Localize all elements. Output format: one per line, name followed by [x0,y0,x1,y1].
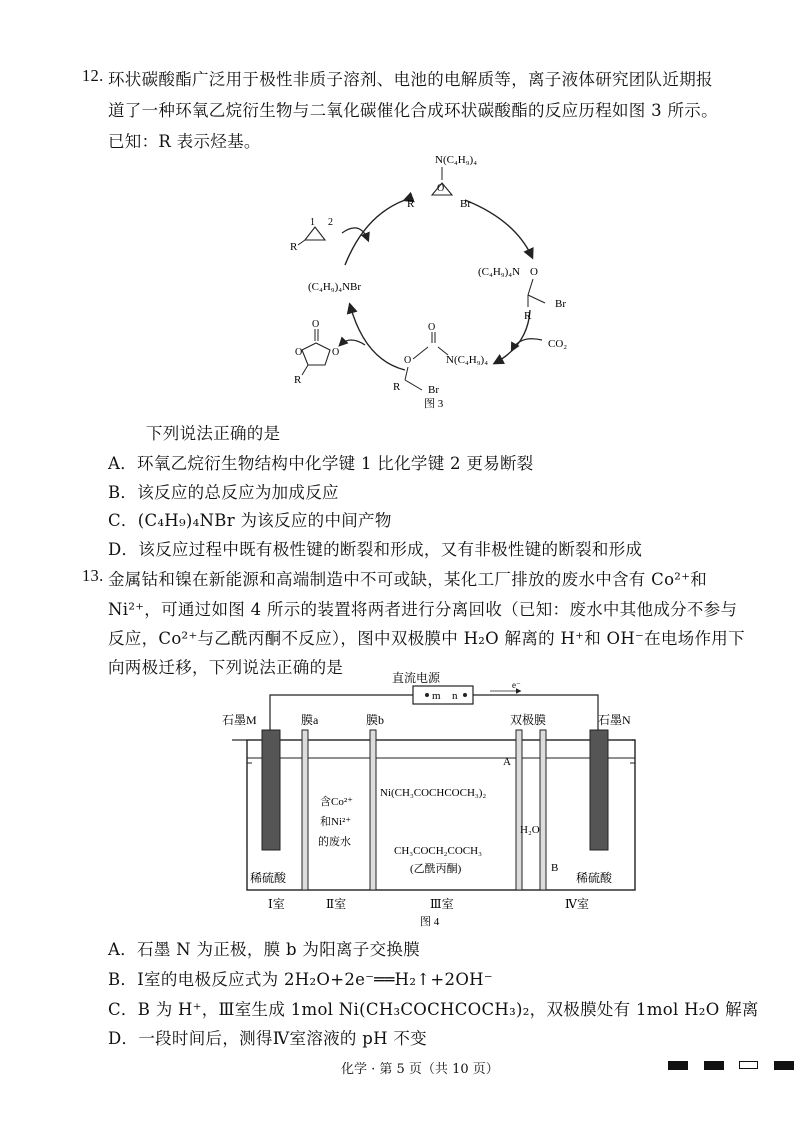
svg-text:n: n [452,690,458,702]
svg-text:膜a: 膜a [301,713,319,727]
q12-prompt: 下列说法正确的是 [146,424,281,443]
svg-text:R: R [524,310,532,322]
bipolar-membrane-right [540,730,546,890]
svg-text:石墨M: 石墨M [222,713,257,727]
svg-text:m: m [432,690,441,702]
membrane-a [302,730,308,890]
svg-text:含Co²⁺: 含Co²⁺ [320,796,353,808]
scan-mark [774,1061,794,1070]
svg-text:e⁻: e⁻ [512,680,521,690]
product-cyclic-carbonate [302,343,330,365]
svg-text:Ⅳ室: Ⅳ室 [565,897,589,911]
product-exit-arrow [340,340,365,345]
svg-text:Ⅰ室: Ⅰ室 [268,897,285,911]
svg-text:O: O [428,322,436,333]
q12-stem-line1: 环状碳酸酯广泛用于极性非质子溶剂、电池的电解质等，离子液体研究团队近期报 [108,70,713,89]
svg-text:R: R [407,198,415,210]
svg-text:稀硫酸: 稀硫酸 [576,871,613,885]
svg-text:O: O [312,319,320,330]
acac-formula: CH₃COCH₂COCH₃ [394,845,482,857]
nickel-complex-label: Ni(CH₃COCHCOCH₃)₂ [380,787,487,799]
svg-text:A: A [503,756,511,768]
svg-text:和Ni²⁺: 和Ni²⁺ [320,816,352,828]
cycle-arc-top-left [345,200,405,265]
svg-text:O: O [332,347,340,358]
q13-stem-line1: 金属钴和镍在新能源和高端制造中不可或缺，某化工厂排放的废水中含有 Co²⁺和 [108,570,708,589]
figure-4-caption: 图 4 [420,916,440,928]
svg-text:2: 2 [328,217,333,228]
svg-text:Br: Br [428,384,439,396]
membrane-b [370,730,376,890]
bipolar-membrane-left [516,730,522,890]
co2-label: CO₂ [548,338,568,350]
q13-option-c: C．B 为 H⁺，Ⅲ室生成 1mol Ni(CH₃COCHCOCH₃)₂，双极膜处有 1mol H₂O 解离 [108,1000,759,1019]
svg-text:稀硫酸: 稀硫酸 [250,871,287,885]
svg-text:Br: Br [460,198,471,210]
svg-text:B: B [551,862,559,874]
scan-mark [668,1061,688,1070]
svg-text:的废水: 的废水 [318,836,351,848]
svg-text:膜b: 膜b [366,713,385,727]
q13-option-a: A．石墨 N 为正极，膜 b 为阳离子交换膜 [108,940,420,959]
svg-text:H₂O: H₂O [520,824,540,836]
figure-3-caption: 图 3 [424,398,444,410]
reactant-epoxide [305,227,325,240]
q12-option-b: B．该反应的总反应为加成反应 [108,483,339,502]
top-cation-label: N(C₄H₉)₄ [435,154,478,166]
svg-text:O: O [530,266,538,278]
q12-option-c: C．(C₄H₉)₄NBr 为该反应的中间产物 [108,511,392,530]
svg-text:O: O [437,183,445,194]
q13-option-b: B．Ⅰ室的电极反应式为 2H₂O+2e⁻══H₂↑+2OH⁻ [108,970,493,989]
svg-text:石墨N: 石墨N [598,713,631,727]
svg-text:双极膜: 双极膜 [510,713,547,727]
q12-number: 12. [82,66,104,85]
cycle-arc-bottom-left [350,305,405,370]
graphite-electrode-n [590,730,608,850]
figure-4-electrolysis-cell [220,668,640,930]
svg-text:O: O [295,347,303,358]
scan-mark [739,1061,758,1069]
acac-name: (乙酰丙酮) [410,863,462,875]
q13-stem-line2: Ni²⁺，可通过如图 4 所示的装置将两者进行分离回收（已知：废水中其他成分不参与 [108,600,738,619]
svg-text:R: R [393,381,401,393]
q12-option-a: A．环氧乙烷衍生物结构中化学键 1 比化学键 2 更易断裂 [108,454,534,473]
svg-text:O: O [404,355,412,366]
q13-option-d: D．一段时间后，测得Ⅳ室溶液的 pH 不变 [108,1029,427,1048]
svg-text:N(C₄H₉)₄: N(C₄H₉)₄ [446,354,489,366]
svg-text:Ⅱ室: Ⅱ室 [326,897,347,911]
q13-number: 13. [82,566,104,585]
svg-text:Ⅲ室: Ⅲ室 [430,897,454,911]
catalyst-label: (C₄H₉)₄NBr [308,281,362,293]
figure-3-reaction-cycle [280,145,600,415]
page-footer: 化学 · 第 5 页（共 10 页） [341,1062,499,1077]
graphite-electrode-m [262,730,280,850]
q13-stem-line4: 向两极迁移，下列说法正确的是 [108,658,344,677]
power-supply-label: 直流电源 [392,671,441,685]
svg-text:(C₄H₉)₄N: (C₄H₉)₄N [478,266,521,278]
scan-mark [704,1061,724,1070]
svg-text:R: R [290,241,298,253]
wire-left [270,695,413,730]
co2-entry-arrow [512,339,542,350]
svg-text:Br: Br [555,298,566,310]
svg-text:1: 1 [310,217,315,228]
q12-option-d: D．该反应过程中既有极性键的断裂和形成，又有非极性键的断裂和形成 [108,540,643,559]
cycle-arc-top-right [465,200,532,257]
q12-stem-line3: 已知：R 表示烃基。 [108,132,261,151]
q13-stem-line3: 反应，Co²⁺与乙酰丙酮不反应），图中双极膜中 H₂O 解离的 H⁺和 OH⁻在电场作用下 [108,629,745,648]
svg-text:R: R [294,374,302,386]
q12-stem-line2: 道了一种环氧乙烷衍生物与二氧化碳催化合成环状碳酸酯的反应历程如图 3 所示。 [108,101,718,120]
